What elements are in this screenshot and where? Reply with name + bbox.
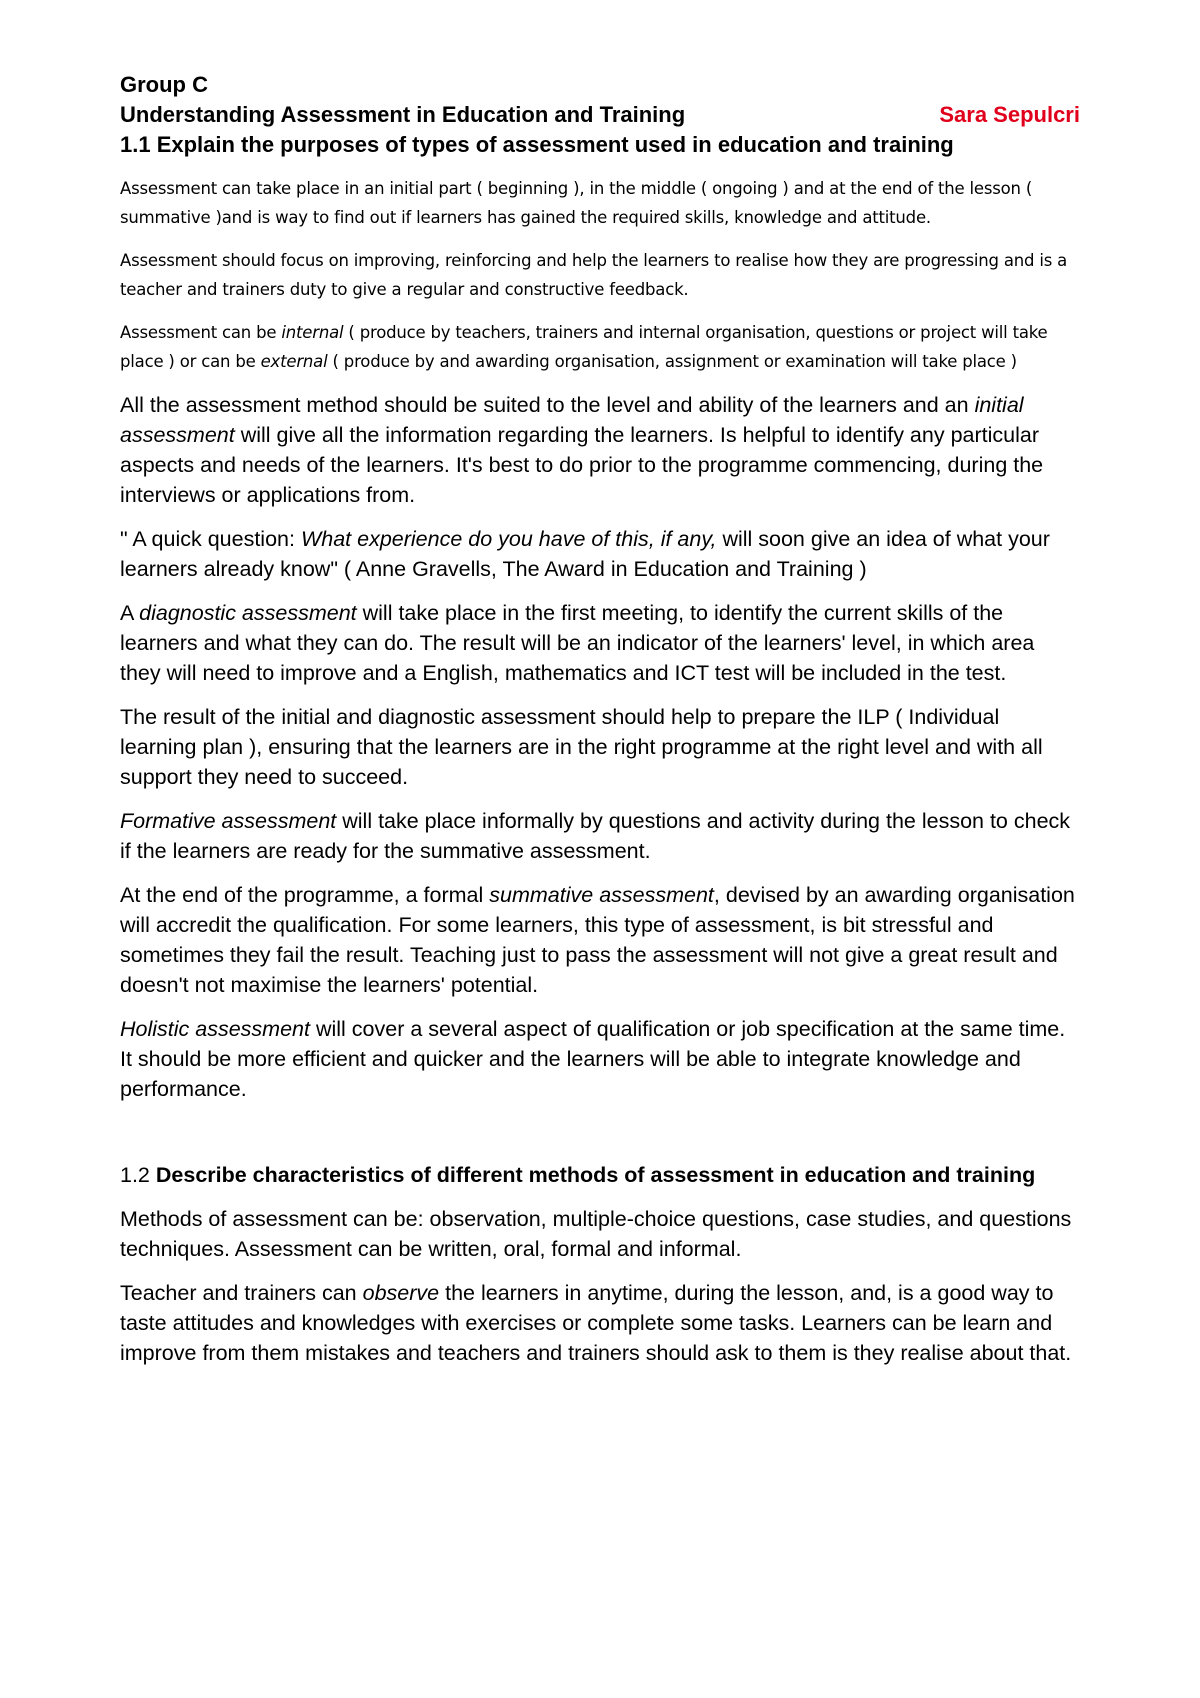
paragraph: The result of the initial and diagnostic assessment should help to prepare the ILP ( Individual learning plan ), ensuring that the learners are in the right programme at the right level and with all support they need to succeed. bbox=[120, 705, 1043, 789]
title-row bbox=[120, 100, 1080, 130]
paragraph: Formative assessment will take place informally by questions and activity during the lesson to check if the learners are ready for the summative assessment. bbox=[120, 809, 1071, 863]
paragraph: Assessment should focus on improving, reinforcing and help the learners to realise how they are progressing and is a teacher and trainers duty to give a regular and constructive feedback. bbox=[120, 251, 1068, 299]
section-1-1-heading: 1.1 Explain the purposes of types of assessment used in education and training bbox=[120, 132, 954, 157]
paragraph: Holistic assessment will cover a several aspect of qualification or job specification at the same time. It should be more efficient and quicker and the learners will be able to integrate knowledge and performance. bbox=[120, 1017, 1066, 1101]
term-internal: internal bbox=[281, 323, 344, 342]
course-title: Understanding Assessment in Education and Training bbox=[120, 102, 686, 127]
paragraph: A diagnostic assessment will take place in the first meeting, to identify the current skills of the learners and what they can do. The result will be an indicator of the learners' level, in which area they will need to improve and a English, mathematics and ICT test will be included in the test. bbox=[120, 601, 1035, 685]
group-label: Group C bbox=[120, 72, 208, 97]
paragraph: Assessment can be internal ( produce by teachers, trainers and internal organisation, questions or project will take place ) or can be external ( produce by and awarding organisation, assignment or examination will take place ) bbox=[120, 323, 1048, 371]
section-1-2-heading: 1.2 Describe characteristics of different methods of assessment in education and training bbox=[120, 1163, 1036, 1187]
paragraph: Methods of assessment can be: observation, multiple-choice questions, case studies, and questions techniques. Assessment can be written, oral, formal and informal. bbox=[120, 1207, 1072, 1261]
paragraph: At the end of the programme, a formal summative assessment, devised by an awarding organisation will accredit the qualification. For some learners, this type of assessment, is bit stressful and sometimes they fail the result. Teaching just to pass the assessment will not give a great result and doesn't not maximise the learners' potential. bbox=[120, 883, 1075, 997]
author-name: Sara Sepulcri bbox=[939, 102, 1080, 127]
paragraph: All the assessment method should be suited to the level and ability of the learners and an initial assessment will give all the information regarding the learners. Is helpful to identify any particular aspects and needs of the learners. It's best to do prior to the programme commencing, during the interviews or applications from. bbox=[120, 393, 1044, 507]
term-external: external bbox=[260, 352, 328, 371]
quote-paragraph: " A quick question: What experience do you have of this, if any, will soon give an idea of what your learners already know" ( Anne Gravells, The Award in Education and Training ) bbox=[120, 527, 1050, 581]
paragraph: Assessment can take place in an initial part ( beginning ), in the middle ( ongoing ) and at the end of the lesson ( summative )and is way to find out if learners has gained the required skills, knowledge and attitude. bbox=[120, 179, 1033, 227]
document-page bbox=[120, 70, 1080, 1382]
paragraph: Teacher and trainers can observe the learners in anytime, during the lesson, and, is a good way to taste attitudes and knowledges with exercises or complete some tasks. Learners can be learn and improve from them mistakes and teachers and trainers should ask to them is they realise about that. bbox=[120, 1281, 1072, 1365]
